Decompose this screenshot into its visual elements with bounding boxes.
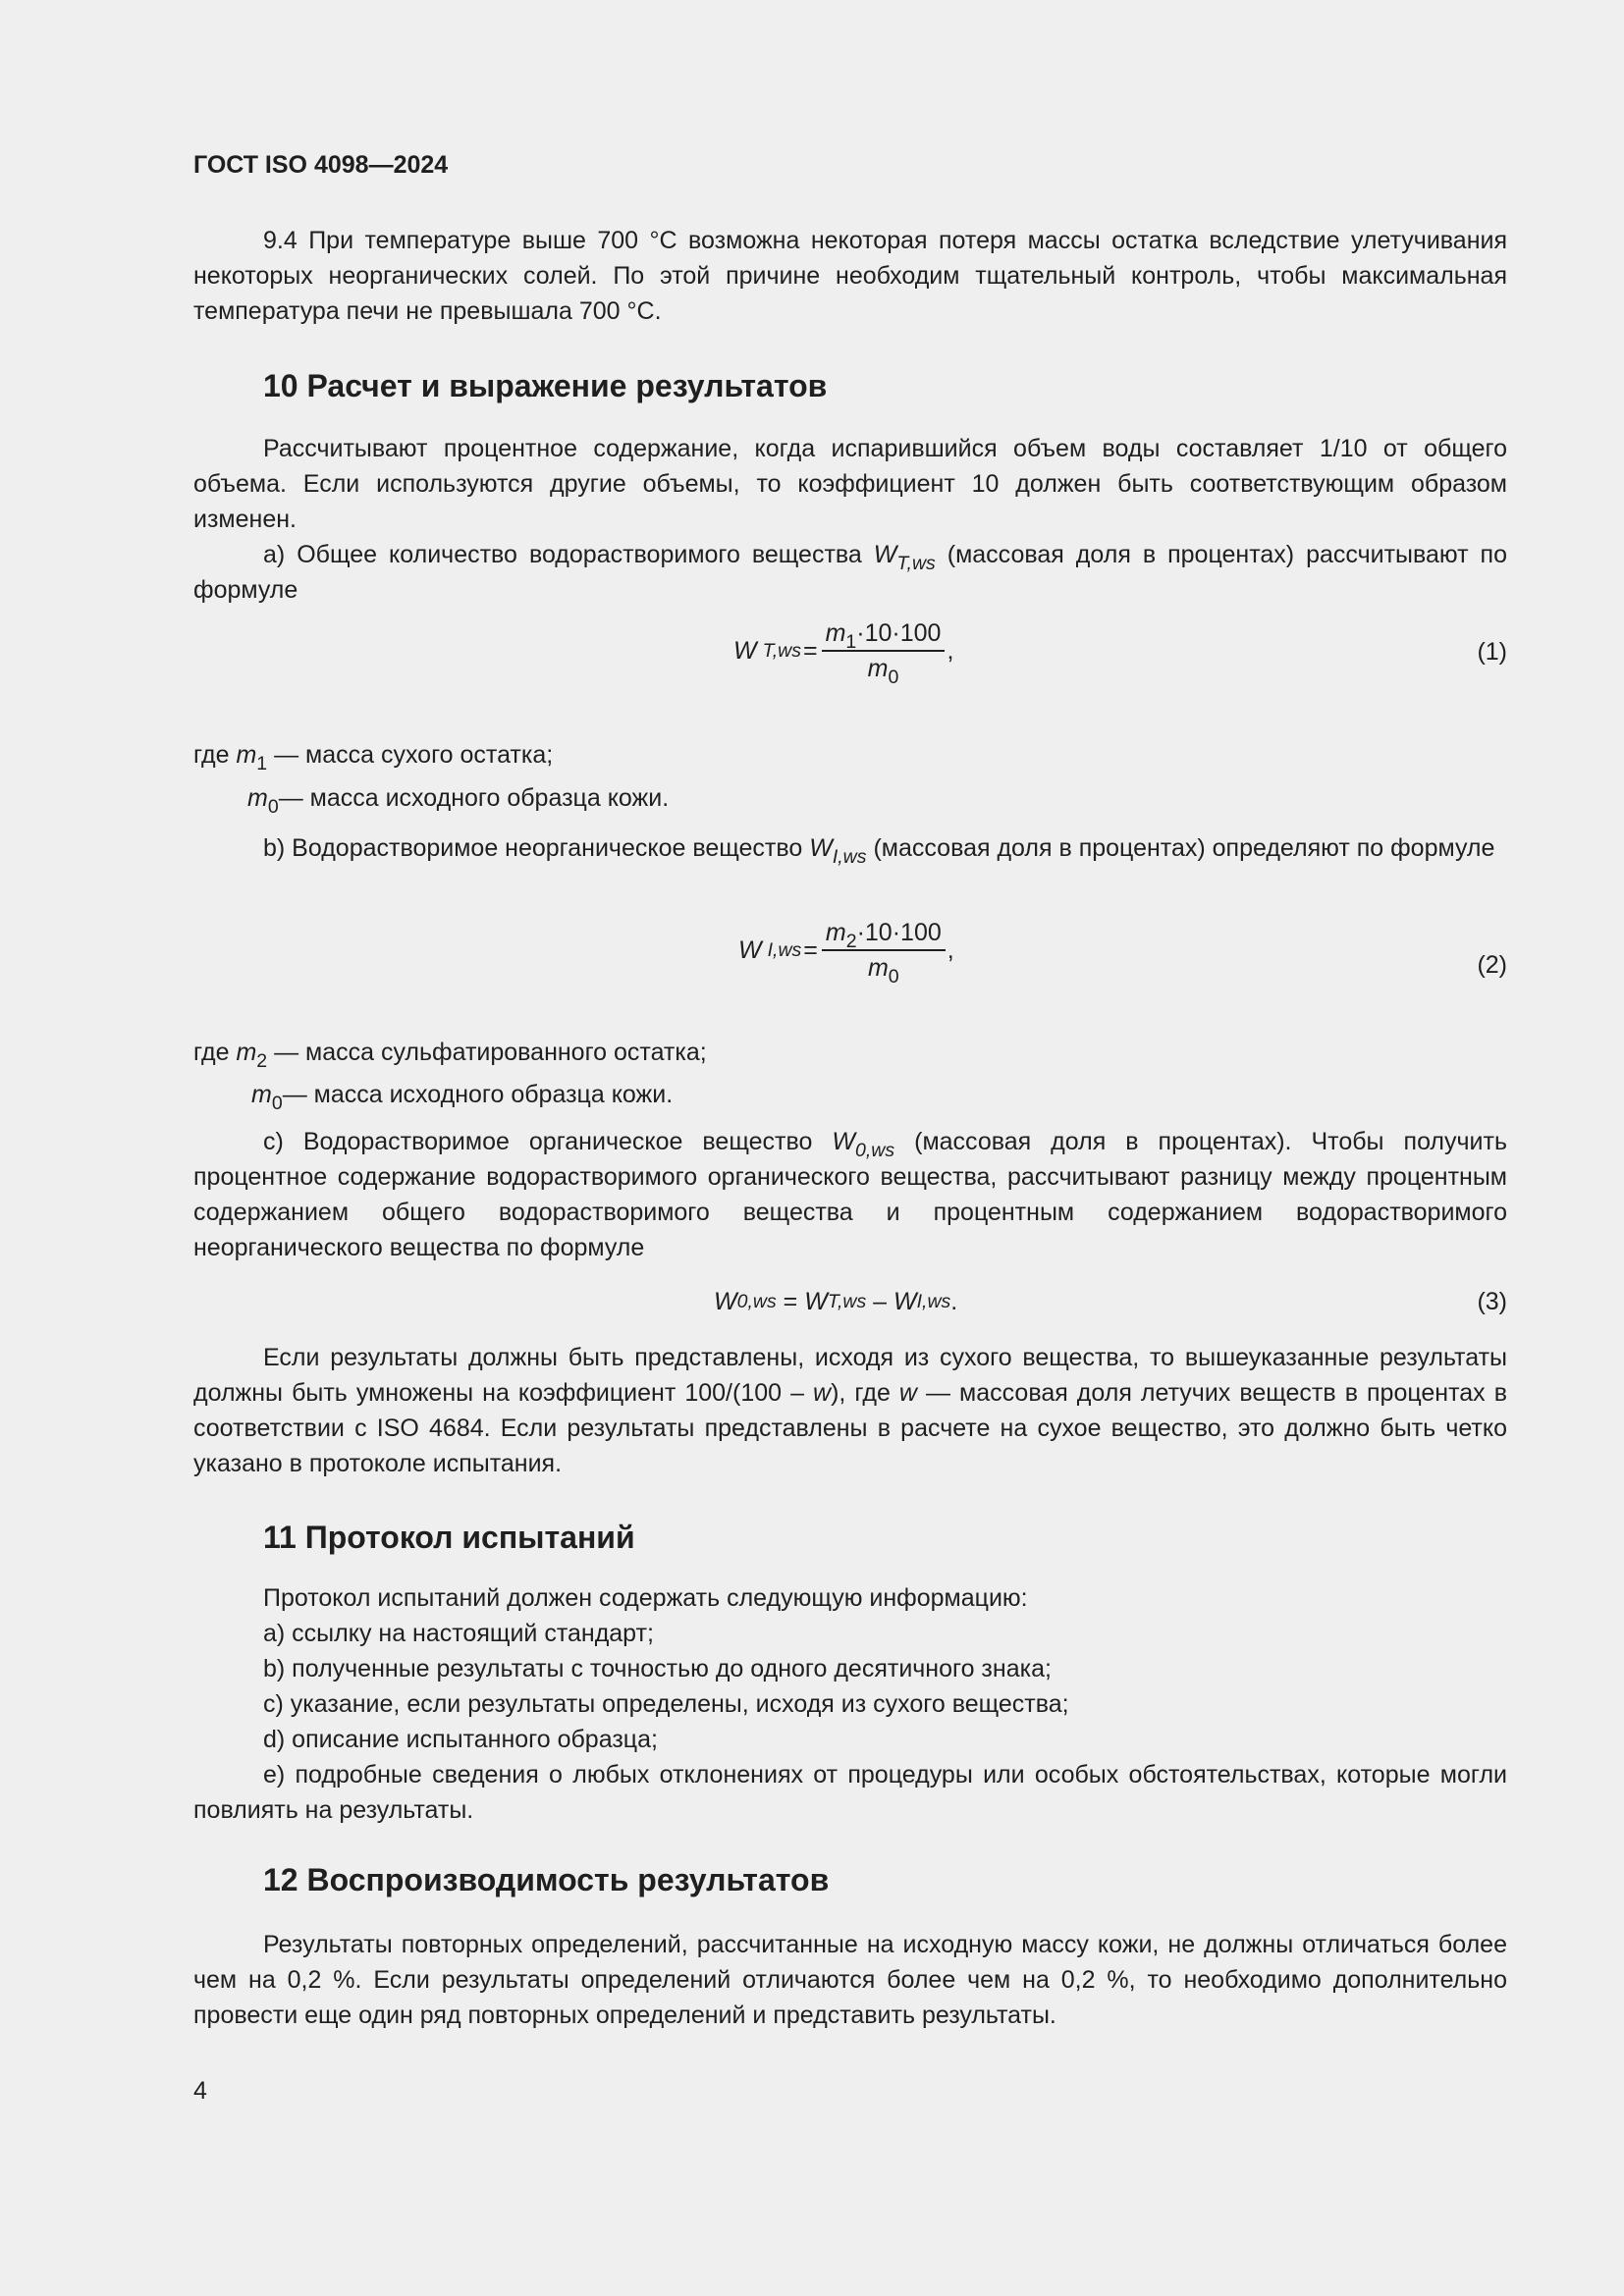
section-10-dry-basis-note: Если результаты должны быть представлены, исходя из сухого вещества, то вышеуказанные результаты должны быть умножены на коэффициент 100/(100 – w), где w — массовая доля летучих веществ в процентах в соответствии с ISO 4684. Если результаты представлены в расчете на сухое вещество, это должно быть четко указано в протоколе испытания. (193, 1344, 1507, 1477)
page-number: 4 (193, 2077, 207, 2105)
formula-1: W T,ws = $\frac{m_1\cdot 10\cdot 100}{m_0}$ , (1) (733, 619, 1507, 688)
list-item: a) ссылку на настоящий стандарт; (263, 1620, 654, 1647)
equation-number-3: (3) (1477, 1288, 1507, 1315)
item-a: a) Общее количество водорастворимого вещества $W_{T,ws}$ (массовая доля в процентах) рассчитывают по формуле (193, 541, 1507, 604)
section-10-intro: Рассчитывают процентное содержание, когда испарившийся объем воды составляет 1/10 от общего объема. Если используются другие объемы, то коэффициент 10 должен быть соответствующим образом изменен. (193, 435, 1507, 533)
section-12-heading: 12 Воспроизводимость результатов (263, 1862, 830, 1897)
where-m1: где $m_1$ — масса сухого остатка; (193, 741, 554, 774)
where-m0-1: $m_0—$ масса исходного образца кожи. (247, 784, 670, 818)
equation-number-1: (1) (1477, 638, 1507, 666)
document-header: ГОСТ ISO 4098—2024 (193, 151, 449, 179)
where-m0-2: $m_0—$ масса исходного образца кожи. (251, 1081, 674, 1114)
list-item: c) указание, если результаты определены, исходя из сухого вещества; (263, 1690, 1069, 1718)
list-item: b) полученные результаты с точностью до одного десятичного знака; (263, 1655, 1052, 1682)
equation-number-2: (2) (1477, 951, 1507, 979)
formula-2: W I,ws = $\frac{m_2\cdot 10\cdot 100}{m_0}$ , (2) (738, 919, 1507, 988)
item-c: c) Водорастворимое органическое вещество $W_{0,ws}$ (массовая доля в процентах). Чтобы получить процентное содержание водорастворимого органического вещества, рассчитывают разницу между процентным содержанием общего водорастворимого вещества и процентным содержанием водорастворимого неорганического вещества по формуле (193, 1128, 1507, 1261)
fraction-2: $\frac{m_2\cdot 10\cdot 100}{m_0}$ (822, 918, 946, 983)
where-m2: где $m_2$ — масса сульфатированного остатка; (193, 1039, 707, 1072)
section-11-heading: 11 Протокол испытаний (263, 1520, 635, 1555)
formula-3: W 0,ws = W T,ws – W I,ws . (3) (193, 1284, 1507, 1323)
list-item: e) подробные сведения о любых отклонениях от процедуры или особых обстоятельствах, которые могли повлиять на результаты. (193, 1761, 1507, 1824)
section-12-paragraph: Результаты повторных определений, рассчитанные на исходную массу кожи, не должны отличаться более чем на 0,2 %. Если результаты определений отличаются более чем на 0,2 %, то необходимо дополнительно провести еще один ряд повторных определений и представить результаты. (193, 1931, 1507, 2029)
section-11-intro: Протокол испытаний должен содержать следующую информацию: (263, 1584, 1028, 1612)
fraction-1: $\frac{m_1\cdot 10\cdot 100}{m_0}$ (822, 618, 946, 683)
item-b: b) Водорастворимое неорганическое вещество $W_{I,ws}$ (массовая доля в процентах) определяют по формуле (263, 834, 1495, 868)
section-10-heading: 10 Расчет и выражение результатов (263, 368, 828, 403)
paragraph-9-4: 9.4 При температуре выше 700 °C возможна некоторая потеря массы остатка вследствие улетучивания некоторых неорганических солей. По этой причине необходим тщательный контроль, чтобы максимальная температура печи не превышала 700 °C. (193, 227, 1507, 325)
list-item: d) описание испытанного образца; (263, 1726, 658, 1753)
